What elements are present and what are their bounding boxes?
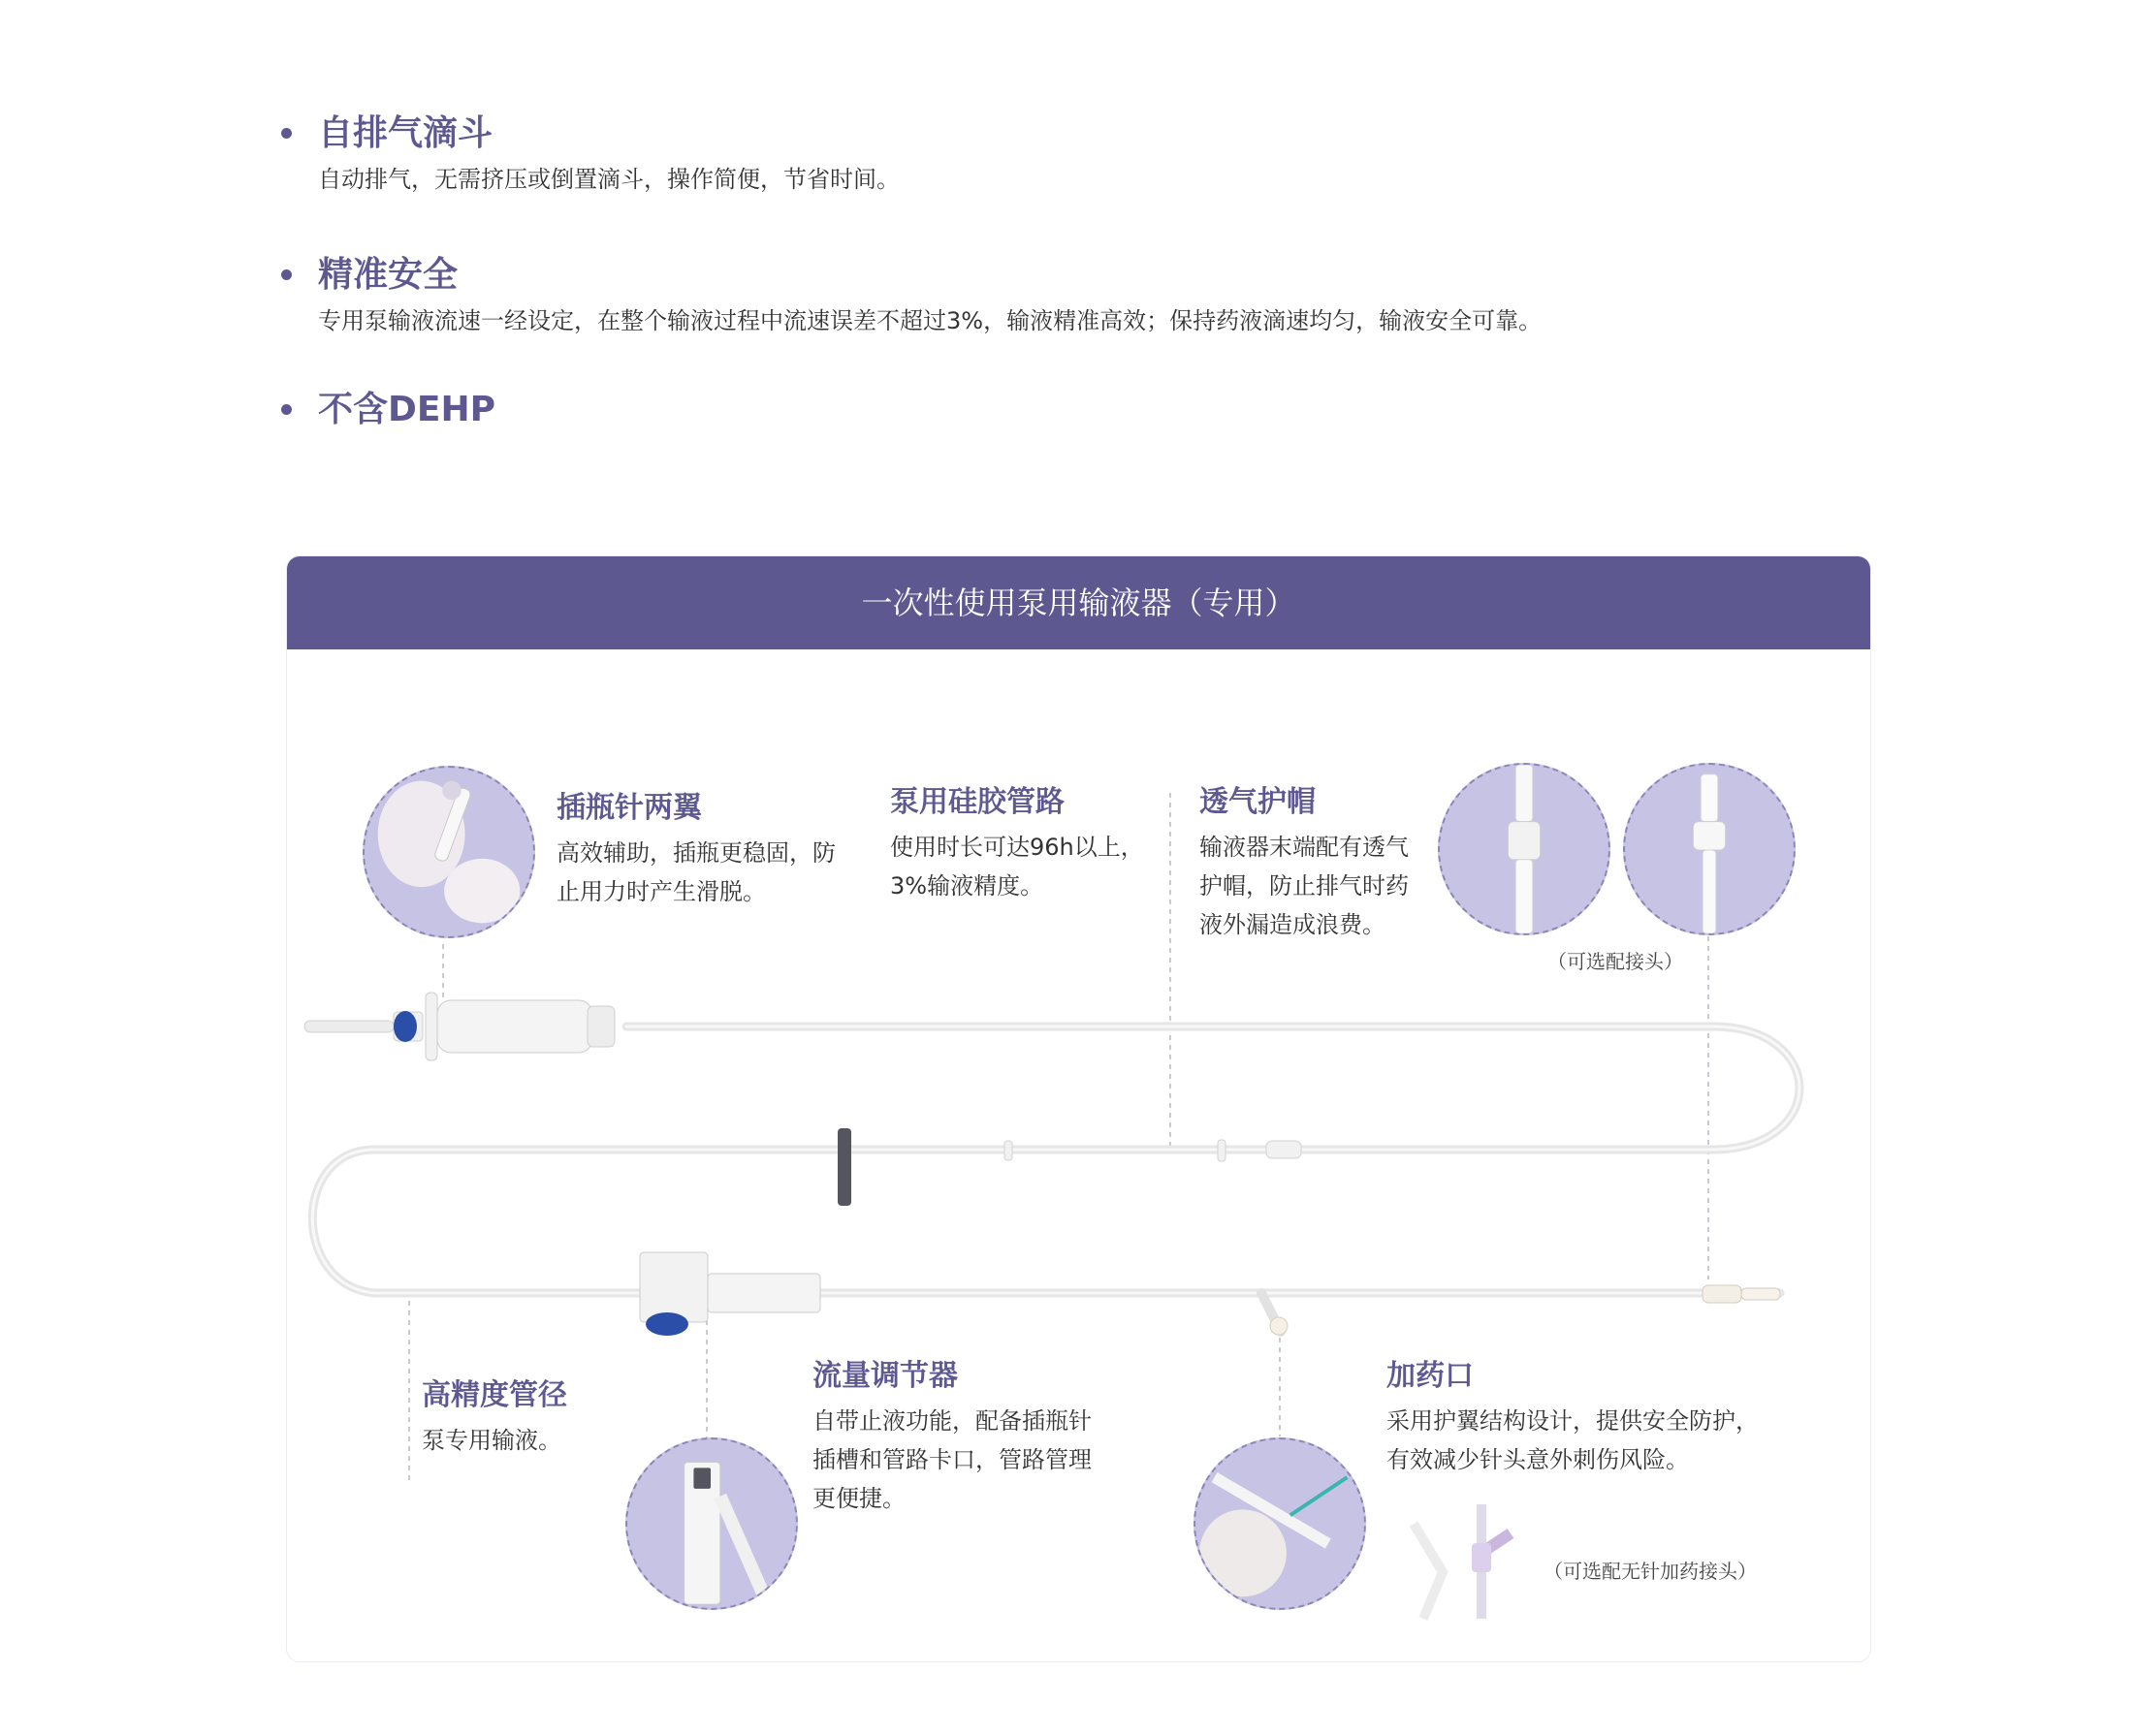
connector-icon: [1440, 765, 1608, 933]
feature-title: 不含DEHP: [318, 390, 495, 429]
connector-icon: [1625, 765, 1794, 933]
connector-photo-1: [1438, 763, 1610, 935]
callout-title: 加药口: [1386, 1359, 1474, 1393]
callout-vent-cap: [1199, 783, 1415, 944]
flow-regulator-device: [640, 1252, 820, 1336]
panel-title: 一次性使用泵用输液器（专用）: [287, 556, 1870, 649]
callout-injection-port: [1386, 1357, 1774, 1479]
callout-body: 采用护翼结构设计，提供安全防护，有效减少针头意外刺伤风险。: [1386, 1407, 1759, 1473]
bullet-dot: [281, 269, 292, 280]
callout-title: 插瓶针两翼: [557, 791, 702, 825]
optional-connector-note: （可选配接头）: [1547, 950, 1683, 973]
callout-spike-wings: [557, 789, 847, 911]
feature-title: 精准安全: [318, 255, 459, 295]
callout-body: 高效辅助，插瓶更稳固，防止用力时产生滑脱。: [557, 839, 836, 905]
callout-title: 泵用硅胶管路: [890, 785, 1065, 819]
connector-photo-2: [1623, 763, 1796, 935]
product-panel: [286, 555, 1871, 1662]
callout-body: 泵专用输液。: [422, 1427, 561, 1454]
callout-title: 高精度管径: [422, 1378, 567, 1412]
callout-title: 流量调节器: [812, 1359, 958, 1393]
feature-title: 自排气滴斗: [318, 113, 493, 153]
callout-silicone-tube: [890, 783, 1152, 905]
regulator-icon: [627, 1439, 796, 1608]
spike-and-drip-chamber: [304, 993, 615, 1060]
callout-flow-regulator: [812, 1357, 1113, 1518]
callout-title: 透气护帽: [1199, 785, 1316, 819]
y-injection-port: [1261, 1293, 1288, 1335]
tubing: [312, 1026, 1799, 1293]
bullet-dot: [281, 128, 292, 139]
distal-connector: [1703, 1285, 1780, 1303]
hand-icon: [365, 768, 533, 936]
feature-desc: 专用泵输液流速一经设定，在整个输液过程中流速误差不超过3%，输液精准高效；保持药液滴速均匀，输液安全可靠。: [318, 307, 1543, 334]
injection-port-photo: [1194, 1437, 1366, 1610]
callout-precision-tube: [422, 1376, 635, 1460]
callout-body: 输液器末端配有透气护帽，防止排气时药液外漏造成浪费。: [1199, 834, 1409, 938]
bullet-dot: [281, 404, 292, 415]
feature-desc: 自动排气，无需挤压或倒置滴斗，操作简便，节省时间。: [318, 166, 900, 193]
tube-clip: [838, 1128, 851, 1206]
optional-needleless-note: （可选配无针加药接头）: [1544, 1560, 1757, 1583]
glove-hand-icon: [1195, 1439, 1364, 1608]
spike-wing-photo: [363, 766, 535, 938]
callout-body: 使用时长可达96h以上，3%输液精度。: [890, 834, 1144, 900]
needleless-connector-photo: [1404, 1495, 1530, 1621]
flow-regulator-photo: [625, 1437, 798, 1610]
callout-body: 自带止液功能，配备插瓶针插槽和管路卡口，管路管理更便捷。: [812, 1407, 1092, 1512]
